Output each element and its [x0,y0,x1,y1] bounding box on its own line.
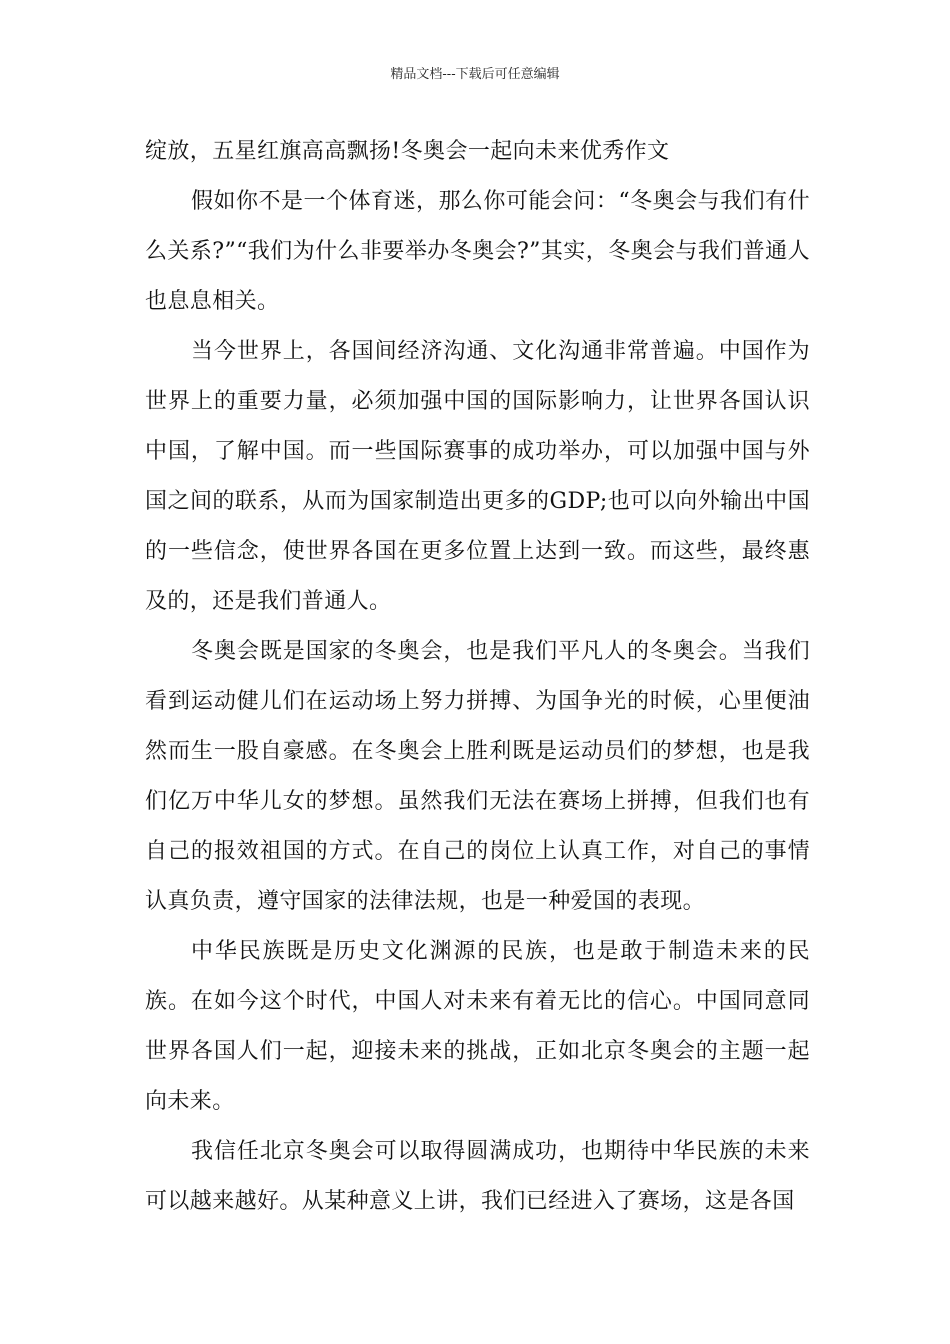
paragraph-4: 冬奥会既是国家的冬奥会，也是我们平凡人的冬奥会。当我们看到运动健儿们在运动场上努力拼搏、为国争光的时候，心里便油然而生一股自豪感。在冬奥会上胜利既是运动员们的梦想，也是我们亿万中华儿女的梦想。虽然我们无法在赛场上拼搏，但我们也有自己的报效祖国的方式。在自己的岗位上认真工作，对自己的事情认真负责，遵守国家的法律法规，也是一种爱国的表现。 [145,639,810,914]
paragraph-2: 假如你不是一个体育迷，那么你可能会问：“冬奥会与我们有什么关系?”“我们为什么非要举办冬奥会?”其实，冬奥会与我们普通人也息息相关。 [145,189,810,314]
page-header: 精品文档---下载后可任意编辑 [390,67,560,82]
paragraph-5: 中华民族既是历史文化渊源的民族，也是敢于制造未来的民族。在如今这个时代，中国人对未来有着无比的信心。中国同意同世界各国人们一起，迎接未来的挑战，正如北京冬奥会的主题一起向未来。 [145,939,810,1114]
paragraph-6: 我信任北京冬奥会可以取得圆满成功，也期待中华民族的未来可以越来越好。从某种意义上讲，我们已经进入了赛场，这是各国 [145,1139,810,1214]
paragraph-3: 当今世界上，各国间经济沟通、文化沟通非常普遍。中国作为世界上的重要力量，必须加强中国的国际影响力，让世界各国认识中国，了解中国。而一些国际赛事的成功举办，可以加强中国与外国之间的联系，从而为国家制造出更多的GDP;也可以向外输出中国的一些信念，使世界各国在更多位置上达到一致。而这些，最终惠及的，还是我们普通人。 [145,339,810,614]
document-body [145,127,810,1227]
paragraph-1: 绽放，五星红旗高高飘扬!冬奥会一起向未来优秀作文 [145,139,670,164]
